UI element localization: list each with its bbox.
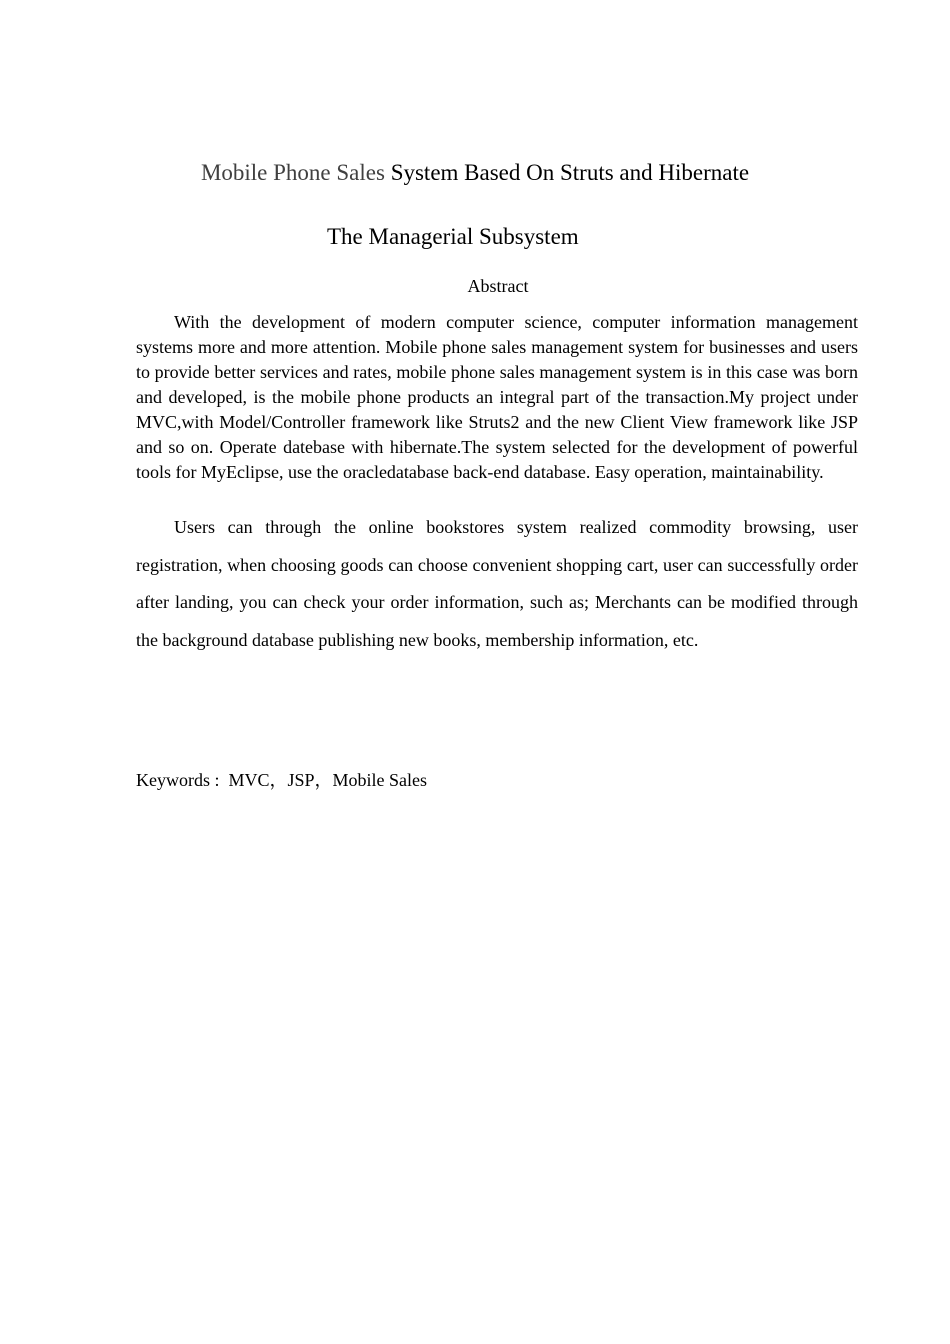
title-part-main: System Based On Struts and Hibernate <box>390 160 750 185</box>
document-subtitle: The Managerial Subsystem <box>327 224 579 249</box>
abstract-paragraph-2: Users can through the online bookstores system realized commodity browsing, user registration, when choosing goods can choose convenient shopping cart, user can successfully order after landing, you can check your order information, such as; Merchants can be modified through the background database publishing new books, membership information, etc. <box>136 517 858 650</box>
keywords-label: Keywords : <box>136 770 220 790</box>
title-part-gray: Mobile Phone Sales <box>200 160 385 185</box>
abstract-heading: Abstract <box>467 276 529 296</box>
keywords-line <box>136 768 427 793</box>
keywords-value: MVC，JSP，Mobile Sales <box>228 770 428 790</box>
abstract-paragraph-1: With the development of modern computer science, computer information management systems more and more attention. Mobile phone sales management system for businesses and users to provide better services and rates, mobile phone sales management system is in this case was born and developed, is the mobile phone products an integral part of the transaction.My project under MVC,with Model/Controller framework like Struts2 and the new Client View framework like JSP and so on. Operate datebase with hibernate.The system selected for the development of powerful tools for MyEclipse, use the oracledatabase back-end database. Easy operation, maintainability. <box>136 312 858 482</box>
document-title <box>0 157 950 189</box>
